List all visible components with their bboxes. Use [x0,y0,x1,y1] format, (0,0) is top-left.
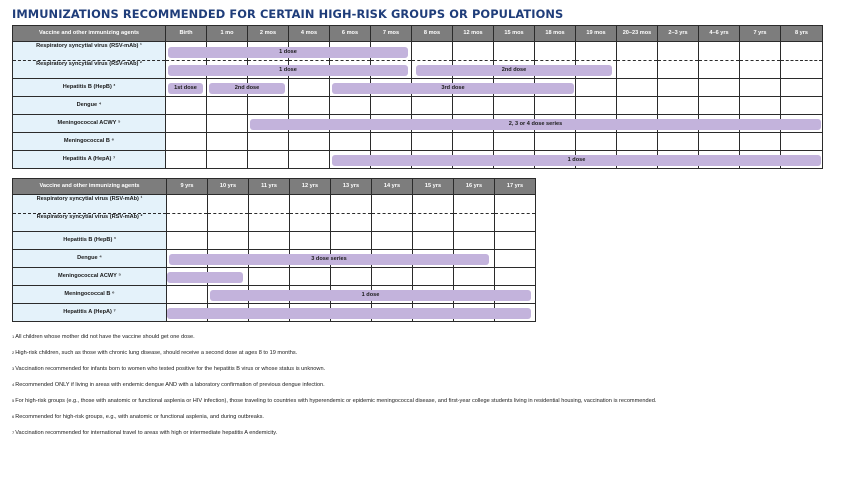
schedule-cell [535,79,576,97]
schedule-cell [699,79,740,97]
schedule-cell [617,133,658,151]
footnote [12,430,712,437]
footnote [12,398,712,405]
table2-row-rsv [13,195,536,232]
schedule-cell [535,42,576,79]
rsv-divider [617,60,657,61]
schedule-cell [167,232,208,250]
schedule-cell [289,79,330,97]
table1-row-hepa [13,151,823,169]
rsv-divider [249,213,289,214]
schedule-cell [413,268,454,286]
schedule-cell [535,133,576,151]
schedule-cell [207,151,248,169]
age-header: 12 yrs [290,179,331,195]
schedule-cell [289,133,330,151]
age-header: 4 mos [289,26,330,42]
schedule-cell [372,250,413,268]
age-header: 17 yrs [495,179,536,195]
schedule-cell [249,195,290,232]
schedule-cell [495,232,536,250]
schedule-cell [454,268,495,286]
schedule-cell [781,115,823,133]
schedule-cell [453,42,494,79]
table2-row-menb [13,286,536,304]
schedule-cell [740,97,781,115]
agent-label-menacwy: Meningococcal ACWY ⁵ [13,115,166,133]
rsv-divider [207,60,247,61]
footnote-text: High-risk children, such as those with chronic lung disease, should receive a second dose at ages 8 to 19 months. [15,350,298,357]
schedule-cell [494,42,535,79]
age-header: 8 yrs [781,26,823,42]
schedule-cell [412,79,453,97]
footnote [12,414,712,421]
schedule-cell [248,133,289,151]
schedule-cell [781,79,823,97]
schedule-table-9-to-17yrs [12,178,536,322]
schedule-cell [249,268,290,286]
schedule-cell [372,286,413,304]
footnote [12,382,712,389]
age-header: 20–23 mos [617,26,658,42]
schedule-cell [658,115,699,133]
rsv-divider [454,213,494,214]
footnote-text: Vaccination recommended for infants born to women who tested positive for the hepatitis B virus or whose status is unknown. [15,366,326,373]
schedule-cell [331,304,372,322]
table2-row-dengue [13,250,536,268]
schedule-cell [781,42,823,79]
schedule-cell [208,195,249,232]
schedule-cell [331,286,372,304]
schedule-cell [494,133,535,151]
schedule-cell [248,79,289,97]
schedule-cell [658,97,699,115]
schedule-cell [535,151,576,169]
age-header: 6 mos [330,26,371,42]
rsv-divider [740,60,780,61]
schedule-cell [494,97,535,115]
rsv-divider [371,60,411,61]
schedule-cell [413,195,454,232]
schedule-cell [248,42,289,79]
age-header: 13 yrs [331,179,372,195]
schedule-cell [413,232,454,250]
age-header: 16 yrs [454,179,495,195]
schedule-cell [413,304,454,322]
schedule-cell [371,115,412,133]
age-header: Birth [166,26,207,42]
age-header: 7 yrs [740,26,781,42]
age-header: 1 mo [207,26,248,42]
table1-row-rsv [13,42,823,79]
schedule-cell [208,250,249,268]
agent-label-menb: Meningococcal B ⁶ [13,286,167,304]
schedule-cell [412,42,453,79]
rsv-label-1: Respiratory syncytial virus (RSV-mAb) ¹ [36,43,142,49]
rsv-divider [781,60,822,61]
page-title: IMMUNIZATIONS RECOMMENDED FOR CERTAIN HIGH-RISK GROUPS OR POPULATIONS [12,7,564,21]
age-header: 11 yrs [249,179,290,195]
schedule-cell [331,268,372,286]
table1-agent-header: Vaccine and other immunizing agents [13,26,166,42]
schedule-cell [740,133,781,151]
schedule-cell [371,151,412,169]
schedule-cell [494,151,535,169]
rsv-divider [167,213,207,214]
rsv-divider [413,213,453,214]
table1-row-menb [13,133,823,151]
schedule-cell [412,97,453,115]
footnote-number: 7 [12,430,15,436]
schedule-cell [617,151,658,169]
schedule-cell [208,304,249,322]
schedule-cell [166,133,207,151]
schedule-cell [371,79,412,97]
table2-agent-header: Vaccine and other immunizing agents [13,179,167,195]
schedule-cell [249,286,290,304]
schedule-cell [453,151,494,169]
schedule-cell [207,42,248,79]
schedule-cell [167,268,208,286]
dengue-series-bar: 3 dose series [169,254,489,265]
schedule-cell [330,133,371,151]
schedule-cell [576,115,617,133]
schedule-cell [290,304,331,322]
rsv-divider [453,60,493,61]
age-header: 10 yrs [208,179,249,195]
rsv-divider [412,60,452,61]
schedule-cell [699,133,740,151]
schedule-cell [248,115,289,133]
schedule-cell [495,268,536,286]
footnote-number: 2 [12,350,15,356]
footnote-text: For high-risk groups (e.g., those with anatomic or functional asplenia or HIV infection), those traveling to countries with hyperendemic or epidemic meningococcal disease, and first-year college students living in residential housing, vaccination is recommended. [15,398,657,405]
table2-row-hepb [13,232,536,250]
schedule-cell [249,250,290,268]
schedule-table-birth-to-8yrs [12,25,823,169]
rsv-divider [576,60,616,61]
schedule-cell [576,79,617,97]
schedule-cell [166,42,207,79]
hepb-3rd-dose-bar: 3rd dose [332,83,574,94]
footnote-text: Recommended for high-risk groups, e.g., with anatomic or functional asplenia, and during outbreaks. [15,414,264,421]
footnotes [12,334,712,446]
schedule-cell [658,42,699,79]
schedule-cell [372,195,413,232]
age-header: 18 mos [535,26,576,42]
schedule-cell [331,250,372,268]
schedule-cell [330,115,371,133]
schedule-cell [167,304,208,322]
age-header: 2 mos [248,26,289,42]
schedule-cell [207,97,248,115]
footnote [12,350,712,357]
schedule-cell [453,79,494,97]
age-header: 15 yrs [413,179,454,195]
schedule-cell [576,42,617,79]
rsv-divider [166,60,206,61]
schedule-cell [372,232,413,250]
schedule-cell [208,286,249,304]
schedule-cell [249,304,290,322]
schedule-cell [453,97,494,115]
agent-label-hepa: Hepatitis A (HepA) ⁷ [13,151,166,169]
schedule-cell [330,42,371,79]
schedule-cell [454,195,495,232]
schedule-cell [372,268,413,286]
schedule-cell [454,286,495,304]
rsv-divider [248,60,288,61]
hepb-1st-dose-bar: 1st dose [168,83,203,94]
schedule-cell [740,79,781,97]
age-header: 19 mos [576,26,617,42]
age-header: 7 mos [371,26,412,42]
table2-header-row [13,179,536,195]
schedule-cell [166,97,207,115]
schedule-cell [576,97,617,115]
schedule-cell [576,133,617,151]
schedule-cell [290,232,331,250]
schedule-cell [167,250,208,268]
age-header: 12 mos [453,26,494,42]
schedule-cell [207,79,248,97]
schedule-cell [781,133,823,151]
schedule-cell [289,97,330,115]
rsv-label-1: Respiratory syncytial virus (RSV-mAb) ¹ [36,196,143,202]
schedule-cell [166,151,207,169]
rsv-label-2: Respiratory syncytial virus (RSV-mAb) ² [36,61,142,67]
footnote-text: Vaccination recommended for international travel to areas with high or intermediate hepatitis A endemicity. [15,430,278,437]
rsv2-dose1-bar: 1 dose [168,65,408,76]
schedule-cell [249,232,290,250]
table1-row-hepb [13,79,823,97]
hepb-2nd-dose-bar: 2nd dose [209,83,285,94]
age-header: 8 mos [412,26,453,42]
schedule-cell [289,151,330,169]
footnote-number: 5 [12,398,15,404]
schedule-cell [740,42,781,79]
schedule-cell [290,250,331,268]
age-header: 4–6 yrs [699,26,740,42]
agent-label-hepb: Hepatitis B (HepB) ³ [13,232,167,250]
schedule-cell [290,286,331,304]
table1-row-menacwy [13,115,823,133]
rsv2-dose2-bar: 2nd dose [416,65,612,76]
schedule-cell [495,195,536,232]
age-header: 2–3 yrs [658,26,699,42]
schedule-cell [454,304,495,322]
schedule-cell [699,151,740,169]
footnote-number: 3 [12,366,15,372]
footnote [12,334,712,341]
schedule-cell [454,232,495,250]
schedule-cell [208,268,249,286]
schedule-cell [494,79,535,97]
schedule-cell [495,304,536,322]
rsv-divider [495,213,535,214]
table2-row-menacwy [13,268,536,286]
footnote [12,366,712,373]
agent-label-menb: Meningococcal B ⁶ [13,133,166,151]
schedule-cell [617,115,658,133]
agent-label-hepa: Hepatitis A (HepA) ⁷ [13,304,167,322]
schedule-cell [331,232,372,250]
schedule-cell [166,115,207,133]
schedule-cell [617,79,658,97]
agent-label-dengue: Dengue ⁴ [13,250,167,268]
schedule-cell [290,268,331,286]
schedule-cell [412,133,453,151]
agent-label-rsv [13,195,167,232]
schedule-cell [413,286,454,304]
schedule-cell [453,133,494,151]
schedule-cell [495,286,536,304]
schedule-cell [617,42,658,79]
menb-dose-bar: 1 dose [210,290,531,301]
schedule-cell [289,42,330,79]
schedule-cell [495,250,536,268]
age-header: 9 yrs [167,179,208,195]
footnote-text: All children whose mother did not have the vaccine should get one dose. [15,334,195,340]
rsv-divider [372,213,412,214]
hepa-dose-bar: 1 dose [332,155,821,166]
rsv-divider [208,213,248,214]
schedule-cell [740,115,781,133]
footnote-number: 6 [12,414,15,420]
age-header: 15 mos [494,26,535,42]
agent-label-hepb: Hepatitis B (HepB) ³ [13,79,166,97]
schedule-cell [658,79,699,97]
rsv-divider [699,60,739,61]
table1-header-row [13,26,823,42]
rsv-divider [330,60,370,61]
agent-label-menacwy: Meningococcal ACWY ⁵ [13,268,167,286]
age-header: 14 yrs [372,179,413,195]
schedule-cell [781,97,823,115]
schedule-cell [167,195,208,232]
rsv-label-2: Respiratory syncytial virus (RSV-mAb) ² [36,214,143,220]
agent-label-dengue: Dengue ⁴ [13,97,166,115]
schedule-cell [330,151,371,169]
schedule-cell [248,151,289,169]
schedule-cell [576,151,617,169]
schedule-cell [535,115,576,133]
rsv-divider [658,60,698,61]
schedule-cell [330,79,371,97]
schedule-cell [658,151,699,169]
rsv-divider [290,213,330,214]
footnote-number: 4 [12,382,15,388]
schedule-cell [617,97,658,115]
schedule-cell [413,250,454,268]
schedule-cell [248,97,289,115]
rsv-divider [331,213,371,214]
schedule-cell [289,115,330,133]
schedule-cell [535,97,576,115]
schedule-cell [699,97,740,115]
schedule-cell [290,195,331,232]
schedule-cell [330,97,371,115]
agent-label-rsv [13,42,166,79]
schedule-cell [371,133,412,151]
schedule-cell [699,115,740,133]
schedule-cell [331,195,372,232]
rsv-divider [535,60,575,61]
schedule-cell [208,232,249,250]
schedule-cell [454,250,495,268]
schedule-cell [372,304,413,322]
schedule-cell [699,42,740,79]
schedule-cell [412,151,453,169]
schedule-cell [207,115,248,133]
schedule-cell [207,133,248,151]
schedule-cell [371,42,412,79]
schedule-cell [658,133,699,151]
schedule-cell [781,151,823,169]
schedule-cell [371,97,412,115]
table2-row-hepa [13,304,536,322]
rsv-divider [289,60,329,61]
schedule-cell [494,115,535,133]
schedule-cell [740,151,781,169]
footnote-text: Recommended ONLY if living in areas with endemic dengue AND with a laboratory confirmation of previous dengue infection. [15,382,325,389]
schedule-cell [167,286,208,304]
rsv1-dose-bar: 1 dose [168,47,408,58]
footnote-number: 1 [12,334,15,339]
menacwy-series-bar: 2, 3 or 4 dose series [250,119,821,130]
schedule-cell [166,79,207,97]
rsv-divider [494,60,534,61]
schedule-cell [412,115,453,133]
table1-row-dengue [13,97,823,115]
schedule-cell [453,115,494,133]
